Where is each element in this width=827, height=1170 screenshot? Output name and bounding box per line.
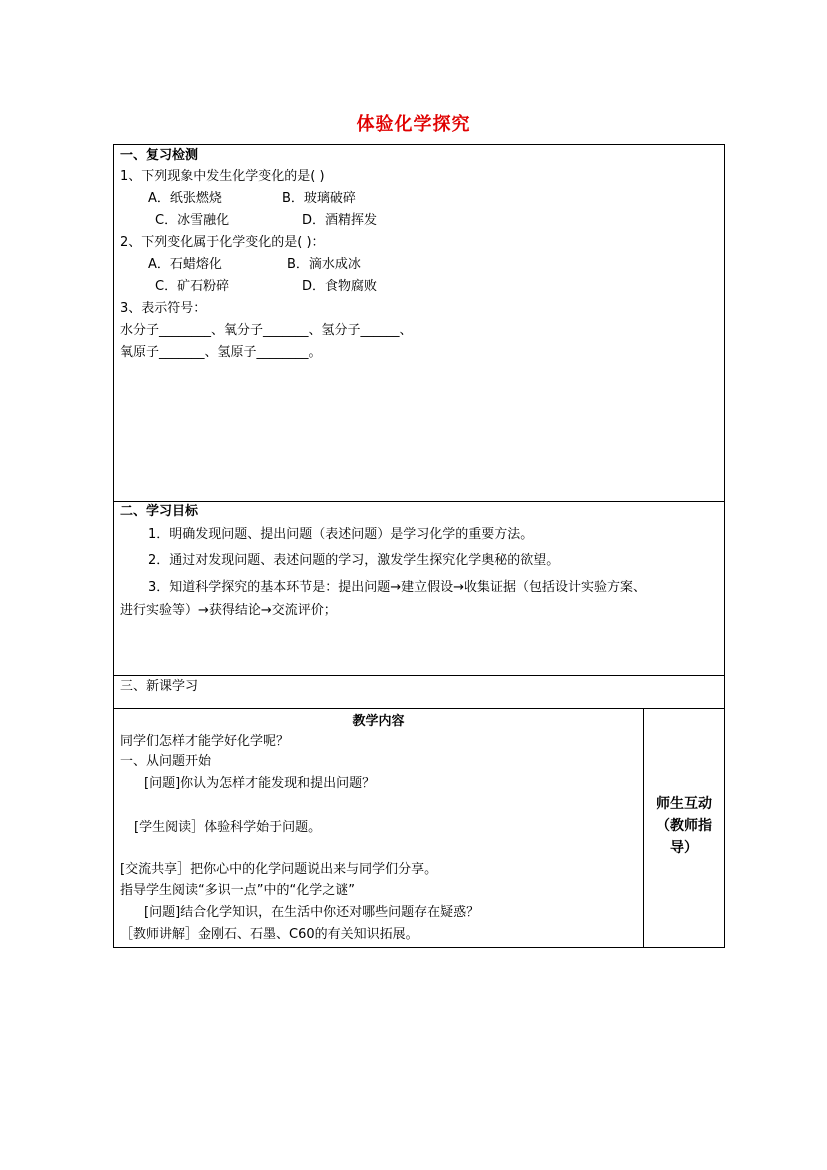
teaching-line-3: [问题]你认为怎样才能发现和提出问题？ (144, 776, 376, 791)
teaching-line-8: ［教师讲解］金刚石、石墨、C60的有关知识拓展。 (120, 927, 419, 942)
teaching-line-4: [学生阅读］体验科学始于问题。 (134, 820, 322, 835)
review-heading: 一、复习检测 (120, 148, 199, 163)
q2-option-c: C．矿石粉碎 (155, 279, 230, 294)
q1-option-b: B．玻璃破碎 (282, 191, 356, 206)
teacher-student-interaction (644, 793, 724, 859)
question-3-line-1: 水分子________、氧分子_______、氢分子______、 (120, 323, 413, 338)
question-3: 3、表示符号： (120, 301, 207, 316)
q2-option-b: B．滴水成冰 (287, 257, 361, 272)
q1-option-d: D．酒精挥发 (302, 213, 378, 228)
teaching-line-2: 一、从问题开始 (120, 754, 212, 769)
goal-3-line-2: 进行实验等）→获得结论→交流评价； (120, 603, 337, 618)
new-lesson-section (113, 675, 725, 709)
q2-option-d: D．食物腐败 (302, 279, 378, 294)
goal-1: 1．明确发现问题、提出问题（表述问题）是学习化学的重要方法。 (148, 527, 534, 542)
side-line-2: （教师指 (656, 818, 712, 834)
new-lesson-heading: 三、新课学习 (120, 679, 199, 694)
teaching-line-6: 指导学生阅读“多识一点”中的“化学之谜” (120, 883, 355, 898)
goals-heading: 二、学习目标 (120, 504, 199, 519)
page-title: 体验化学探究 (356, 114, 471, 135)
q1-option-c: C．冰雪融化 (155, 213, 230, 228)
side-line-3: 导） (670, 840, 698, 856)
goal-3-line-1: 3．知道科学探究的基本环节是：提出问题→建立假设→收集证据（包括设计实验方案、 (148, 580, 647, 595)
teaching-line-1: 同学们怎样才能学好化学呢？ (120, 734, 290, 749)
question-1: 1、下列现象中发生化学变化的是( ) (120, 169, 325, 184)
side-line-1: 师生互动 (656, 796, 712, 812)
review-section (113, 144, 725, 502)
q2-option-a: A．石蜡熔化 (148, 257, 222, 272)
q1-option-a: A．纸张燃烧 (148, 191, 222, 206)
goals-section (113, 501, 725, 676)
goal-2: 2．通过对发现问题、表述问题的学习，激发学生探究化学奥秘的欲望。 (148, 553, 560, 568)
teaching-line-5: [交流共享］把你心中的化学问题说出来与同学们分享。 (120, 862, 438, 877)
teaching-line-7: [问题]结合化学知识，在生活中你还对哪些问题存在疑惑？ (144, 905, 480, 920)
teaching-content-header: 教学内容 (352, 714, 405, 729)
question-2: 2、下列变化属于化学变化的是( )： (120, 235, 325, 250)
teaching-section (113, 708, 725, 948)
question-3-line-2: 氧原子_______、氢原子________。 (120, 345, 322, 360)
